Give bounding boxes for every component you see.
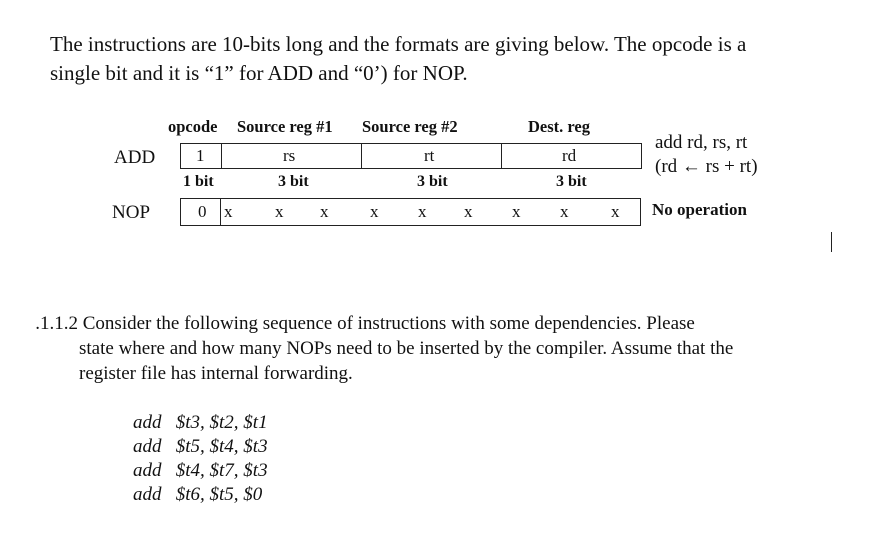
nop-bit-3: x [320, 202, 329, 221]
nop-label: NOP [112, 202, 151, 223]
nop-bit-8: x [560, 202, 569, 221]
code-args: $t3, $t2, $t1 [175, 412, 268, 433]
code-op: add [133, 436, 162, 457]
add-rs-value: rs [283, 146, 296, 165]
bits-source-reg-1: 3 bit [278, 173, 309, 190]
code-line-3 [133, 460, 268, 482]
code-args: $t4, $t7, $t3 [175, 460, 268, 481]
code-args: $t5, $t4, $t3 [175, 436, 268, 457]
nop-bit-9: x [611, 202, 620, 221]
nop-bit-0: 0 [198, 202, 207, 221]
bits-source-reg-2: 3 bit [417, 173, 448, 190]
question-text-1: Consider the following sequence of instructions with some dependencies. Please [82, 313, 695, 334]
intro-line-2: single bit and it is “1” for ADD and “0’) for NOP. [50, 61, 468, 85]
bits-dest-reg: 3 bit [556, 173, 587, 190]
nop-bit-7: x [512, 202, 521, 221]
add-rt-value: rt [424, 146, 435, 165]
add-label: ADD [114, 147, 156, 168]
question-line-2: state where and how many NOPs need to be inserted by the compiler. Assume that the [79, 338, 734, 359]
question-line-3: register file has internal forwarding. [79, 363, 353, 384]
code-args: $t6, $t5, $0 [175, 484, 263, 505]
code-op: add [133, 460, 162, 481]
code-op: add [133, 412, 162, 433]
header-source-reg-2: Source reg #2 [362, 117, 458, 136]
header-opcode: opcode [168, 117, 218, 136]
code-line-1 [133, 412, 268, 434]
nop-divider [220, 198, 221, 226]
nop-bit-6: x [464, 202, 473, 221]
header-source-reg-1: Source reg #1 [237, 117, 333, 136]
bits-opcode: 1 bit [183, 173, 214, 190]
code-line-4 [133, 484, 262, 506]
add-description-1: add rd, rs, rt [655, 132, 748, 153]
nop-bit-5: x [418, 202, 427, 221]
add-rd-value: rd [562, 146, 577, 165]
intro-line-1: The instructions are 10-bits long and the formats are giving below. The opcode is a [50, 32, 747, 56]
nop-bit-2: x [275, 202, 284, 221]
nop-bit-1: x [224, 202, 233, 221]
add-opcode-value: 1 [196, 146, 205, 165]
nop-bit-4: x [370, 202, 379, 221]
nop-description: No operation [652, 200, 747, 219]
text-cursor [831, 232, 832, 252]
question-line-1 [35, 311, 695, 336]
code-op: add [133, 484, 162, 505]
code-line-2 [133, 436, 268, 458]
nop-rest-cell [221, 198, 641, 226]
header-dest-reg: Dest. reg [528, 117, 591, 136]
question-number: 1.1.2. [35, 313, 78, 334]
add-description-2: (rd ← rs + rt) [655, 156, 758, 177]
